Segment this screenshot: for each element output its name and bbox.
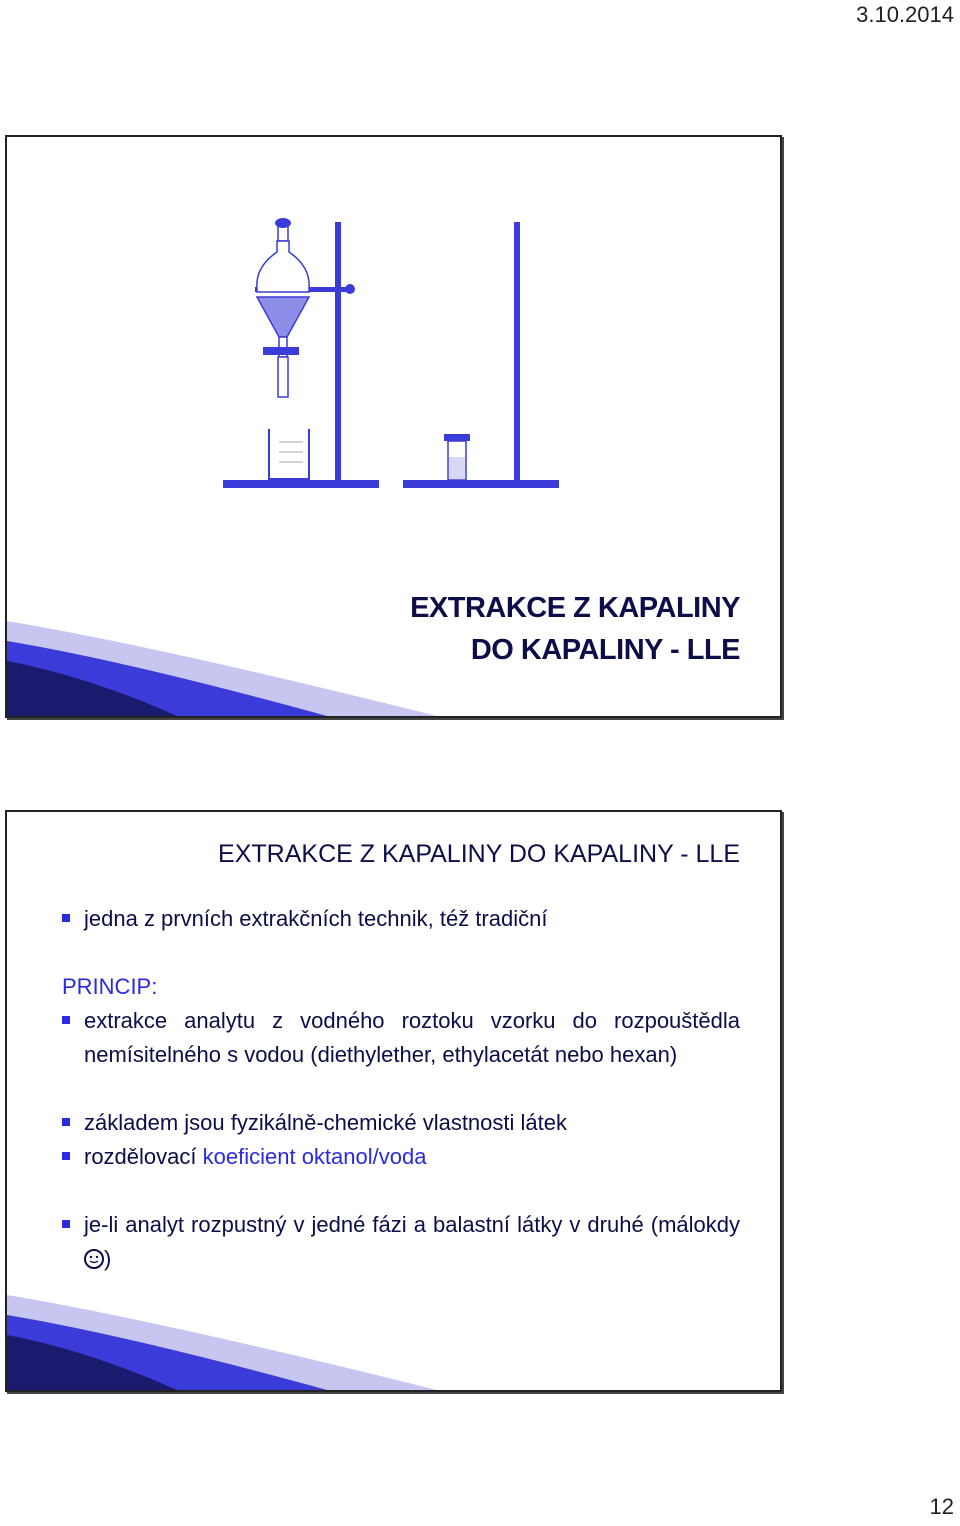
- smiley-icon: [84, 1249, 104, 1269]
- bullet-accent-text: koeficient oktanol/voda: [202, 1144, 427, 1169]
- slide1-title-line2: DO KAPALINY - LLE: [470, 634, 740, 666]
- vial: [444, 434, 470, 480]
- slide2-title: EXTRAKCE Z KAPALINY DO KAPALINY - LLE: [218, 840, 740, 868]
- slide-title: [5, 135, 782, 718]
- stand-right: [403, 222, 559, 488]
- bullet-item: [62, 1140, 740, 1174]
- separatory-funnel: [257, 218, 309, 397]
- date-header: 3.10.2014: [856, 2, 954, 27]
- lab-apparatus-illustration: [7, 137, 780, 537]
- bullet-item: jedna z prvních extrakčních technik, též tradiční: [62, 902, 740, 936]
- slide-decoration-swoosh: [7, 616, 780, 716]
- bullet-text-end: ): [104, 1246, 112, 1271]
- slide1-title-line1: EXTRAKCE Z KAPALINY: [410, 592, 740, 624]
- bullet-item: základem jsou fyzikálně-chemické vlastnosti látek: [62, 1106, 740, 1140]
- slide2-body: [62, 902, 740, 1276]
- slide-decoration-swoosh: [7, 1290, 780, 1390]
- principle-label: PRINCIP:: [62, 974, 158, 999]
- bullet-item: [62, 1208, 740, 1276]
- bullet-text: je-li analyt rozpustný v jedné fázi a balastní látky v druhé (málokdy: [84, 1212, 740, 1237]
- beaker: [269, 429, 309, 479]
- slide-content: [5, 810, 782, 1392]
- bullet-text: rozdělovací: [84, 1144, 197, 1169]
- bullet-item: extrakce analytu z vodného roztoku vzorku do rozpouštědla nemísitelného s vodou (diethylether, ethylacetát nebo hexan): [62, 1004, 740, 1072]
- page-number: 12: [929, 1494, 954, 1519]
